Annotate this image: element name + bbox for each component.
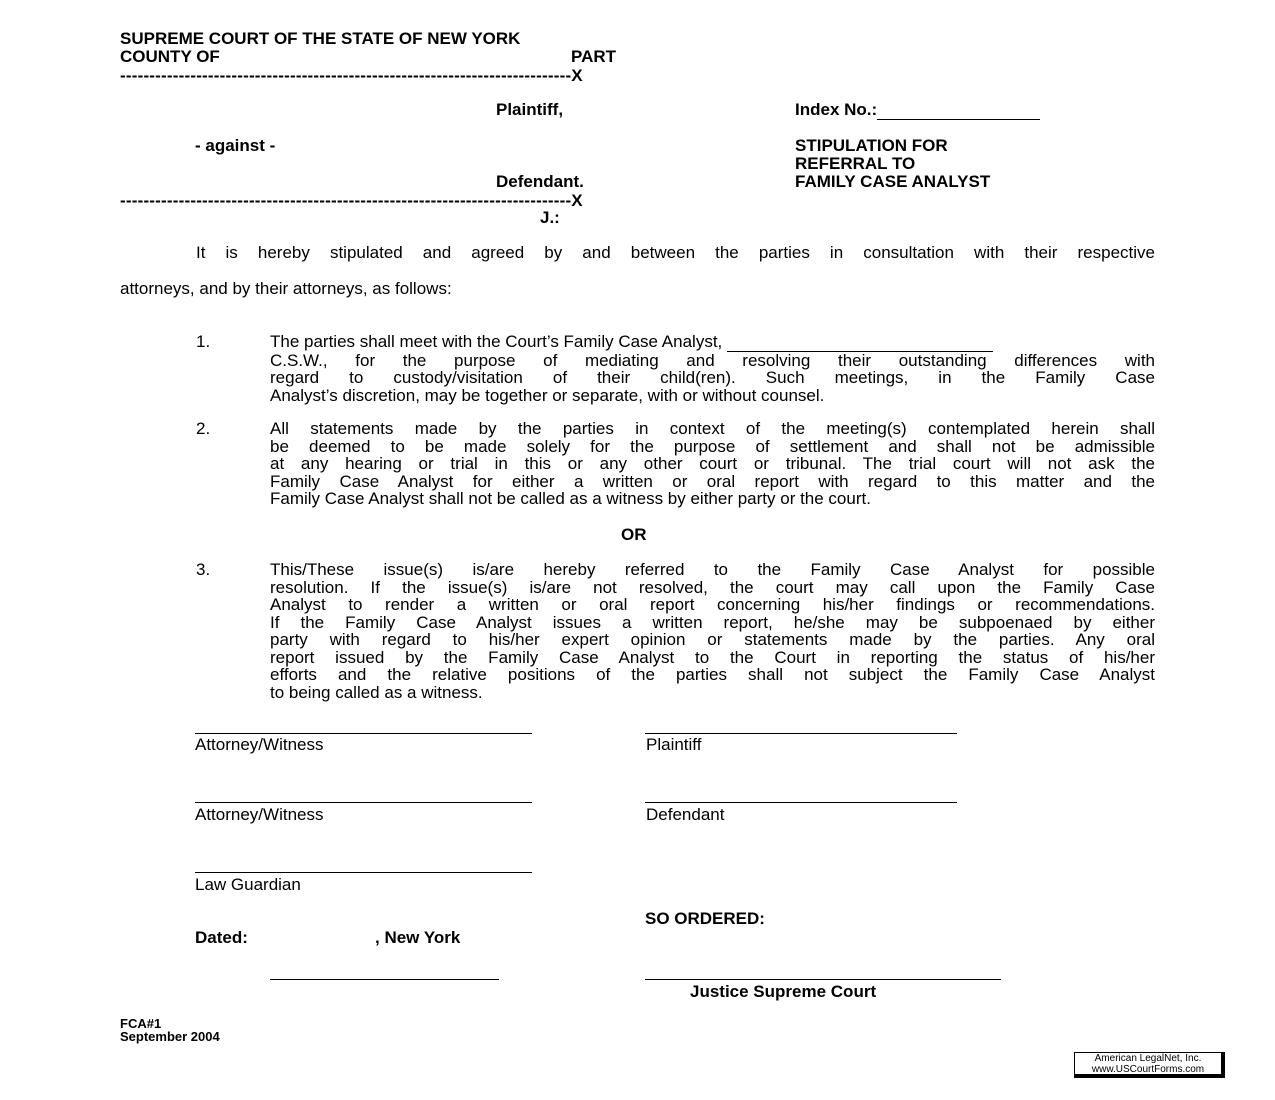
item-line: at any hearing or trial in this or any other court or tribunal. The trial court will not ask the bbox=[270, 454, 1155, 473]
defendant-caption: Defendant. bbox=[496, 172, 584, 191]
plaintiff-caption: Plaintiff, bbox=[496, 100, 564, 119]
item-line: The parties shall meet with the Court’s Family Case Analyst, bbox=[270, 333, 1155, 352]
judge-label: J.: bbox=[540, 208, 560, 227]
item-line: Analyst’s discretion, may be together or separate, with or without counsel. bbox=[270, 385, 825, 405]
defendant-signature-line[interactable] bbox=[645, 802, 957, 803]
caption-divider-bottom: -----------------------------------------------------------------------------X bbox=[120, 191, 583, 210]
stipulation-item-2 bbox=[270, 420, 1155, 508]
form-date: September 2004 bbox=[120, 1029, 220, 1044]
attorney-witness-2-label: Attorney/Witness bbox=[195, 805, 324, 824]
part-label: PART bbox=[571, 47, 617, 66]
court-heading: SUPREME COURT OF THE STATE OF NEW YORK bbox=[120, 29, 521, 48]
item-line: regard to custody/visitation of their child(ren). Such meetings, in the Family Case bbox=[270, 368, 1155, 387]
defendant-label: Defendant bbox=[646, 805, 725, 824]
law-guardian-label: Law Guardian bbox=[195, 875, 301, 894]
caption-divider-top: -----------------------------------------------------------------------------X bbox=[120, 66, 583, 85]
new-york-label: , New York bbox=[375, 928, 461, 947]
stipulation-item-3 bbox=[270, 561, 1155, 701]
item-number: 1. bbox=[196, 332, 211, 351]
index-label-text: Index No.: bbox=[795, 100, 878, 119]
item-line: resolution. If the issue(s) is/are not resolved, the court may call upon the Family Case bbox=[270, 577, 1155, 597]
item-line: C.S.W., for the purpose of mediating and resolving their outstanding differences with bbox=[270, 350, 1155, 370]
intro-line-2: attorneys, and by their attorneys, as follows: bbox=[120, 279, 452, 298]
date-signature-line[interactable] bbox=[270, 979, 499, 980]
or-label: OR bbox=[621, 525, 647, 544]
item-line: be deemed to be made solely for the purpose of settlement and shall not be admissible bbox=[270, 436, 1155, 456]
item-number: 2. bbox=[196, 419, 211, 438]
attorney-witness-1-signature-line[interactable] bbox=[195, 733, 532, 734]
justice-signature-line[interactable] bbox=[645, 979, 1001, 980]
item-line: Family Case Analyst for either a written or oral report with regard to this matter and the bbox=[270, 471, 1155, 491]
item-line: to being called as a witness. bbox=[270, 682, 483, 702]
title-line-3: FAMILY CASE ANALYST bbox=[795, 172, 991, 191]
item-line: If the Family Case Analyst issues a written report, he/she may be subpoenaed by either bbox=[270, 612, 1155, 632]
form-id: FCA#1 bbox=[120, 1016, 162, 1031]
stamp-line-2: www.USCourtForms.com bbox=[1091, 1064, 1205, 1075]
attorney-witness-1-label: Attorney/Witness bbox=[195, 735, 324, 754]
title-line-2: REFERRAL TO bbox=[795, 154, 916, 173]
item-line: This/These issue(s) is/are hereby referred to the Family Case Analyst for possible bbox=[270, 560, 1155, 579]
intro-line-1: It is hereby stipulated and agreed by and between the parties in consultation with their respective bbox=[196, 243, 1155, 262]
title-line-1: STIPULATION FOR bbox=[795, 136, 948, 155]
analyst-name-blank[interactable] bbox=[727, 333, 993, 352]
item-number: 3. bbox=[196, 560, 211, 579]
stipulation-item-1 bbox=[270, 333, 1155, 404]
stamp-line-1: American LegalNet, Inc. bbox=[1094, 1053, 1202, 1064]
plaintiff-signature-line[interactable] bbox=[645, 733, 957, 734]
law-guardian-signature-line[interactable] bbox=[195, 872, 532, 873]
justice-label: Justice Supreme Court bbox=[690, 982, 877, 1001]
item-line: efforts and the relative positions of the parties shall not subject the Family Case Analyst bbox=[270, 665, 1155, 684]
publisher-stamp[interactable] bbox=[1074, 1052, 1222, 1075]
so-ordered-label: SO ORDERED: bbox=[645, 909, 765, 928]
item-line: Analyst to render a written or oral report concerning his/her findings or recommendations. bbox=[270, 595, 1155, 614]
index-number-label bbox=[795, 101, 1040, 120]
against-label: - against - bbox=[195, 136, 276, 155]
item-line: Family Case Analyst shall not be called as a witness by either party or the court. bbox=[270, 489, 871, 508]
index-number-blank[interactable] bbox=[877, 101, 1040, 120]
item-line: report issued by the Family Case Analyst to the Court in reporting the status of his/her bbox=[270, 647, 1155, 667]
item-line: party with regard to his/her expert opinion or statements made by the parties. Any oral bbox=[270, 630, 1155, 649]
dated-label: Dated: bbox=[195, 928, 248, 947]
item-line: All statements made by the parties in context of the meeting(s) contemplated herein shall bbox=[270, 419, 1155, 438]
plaintiff-label: Plaintiff bbox=[646, 735, 702, 754]
county-label: COUNTY OF bbox=[120, 47, 220, 66]
attorney-witness-2-signature-line[interactable] bbox=[195, 802, 532, 803]
